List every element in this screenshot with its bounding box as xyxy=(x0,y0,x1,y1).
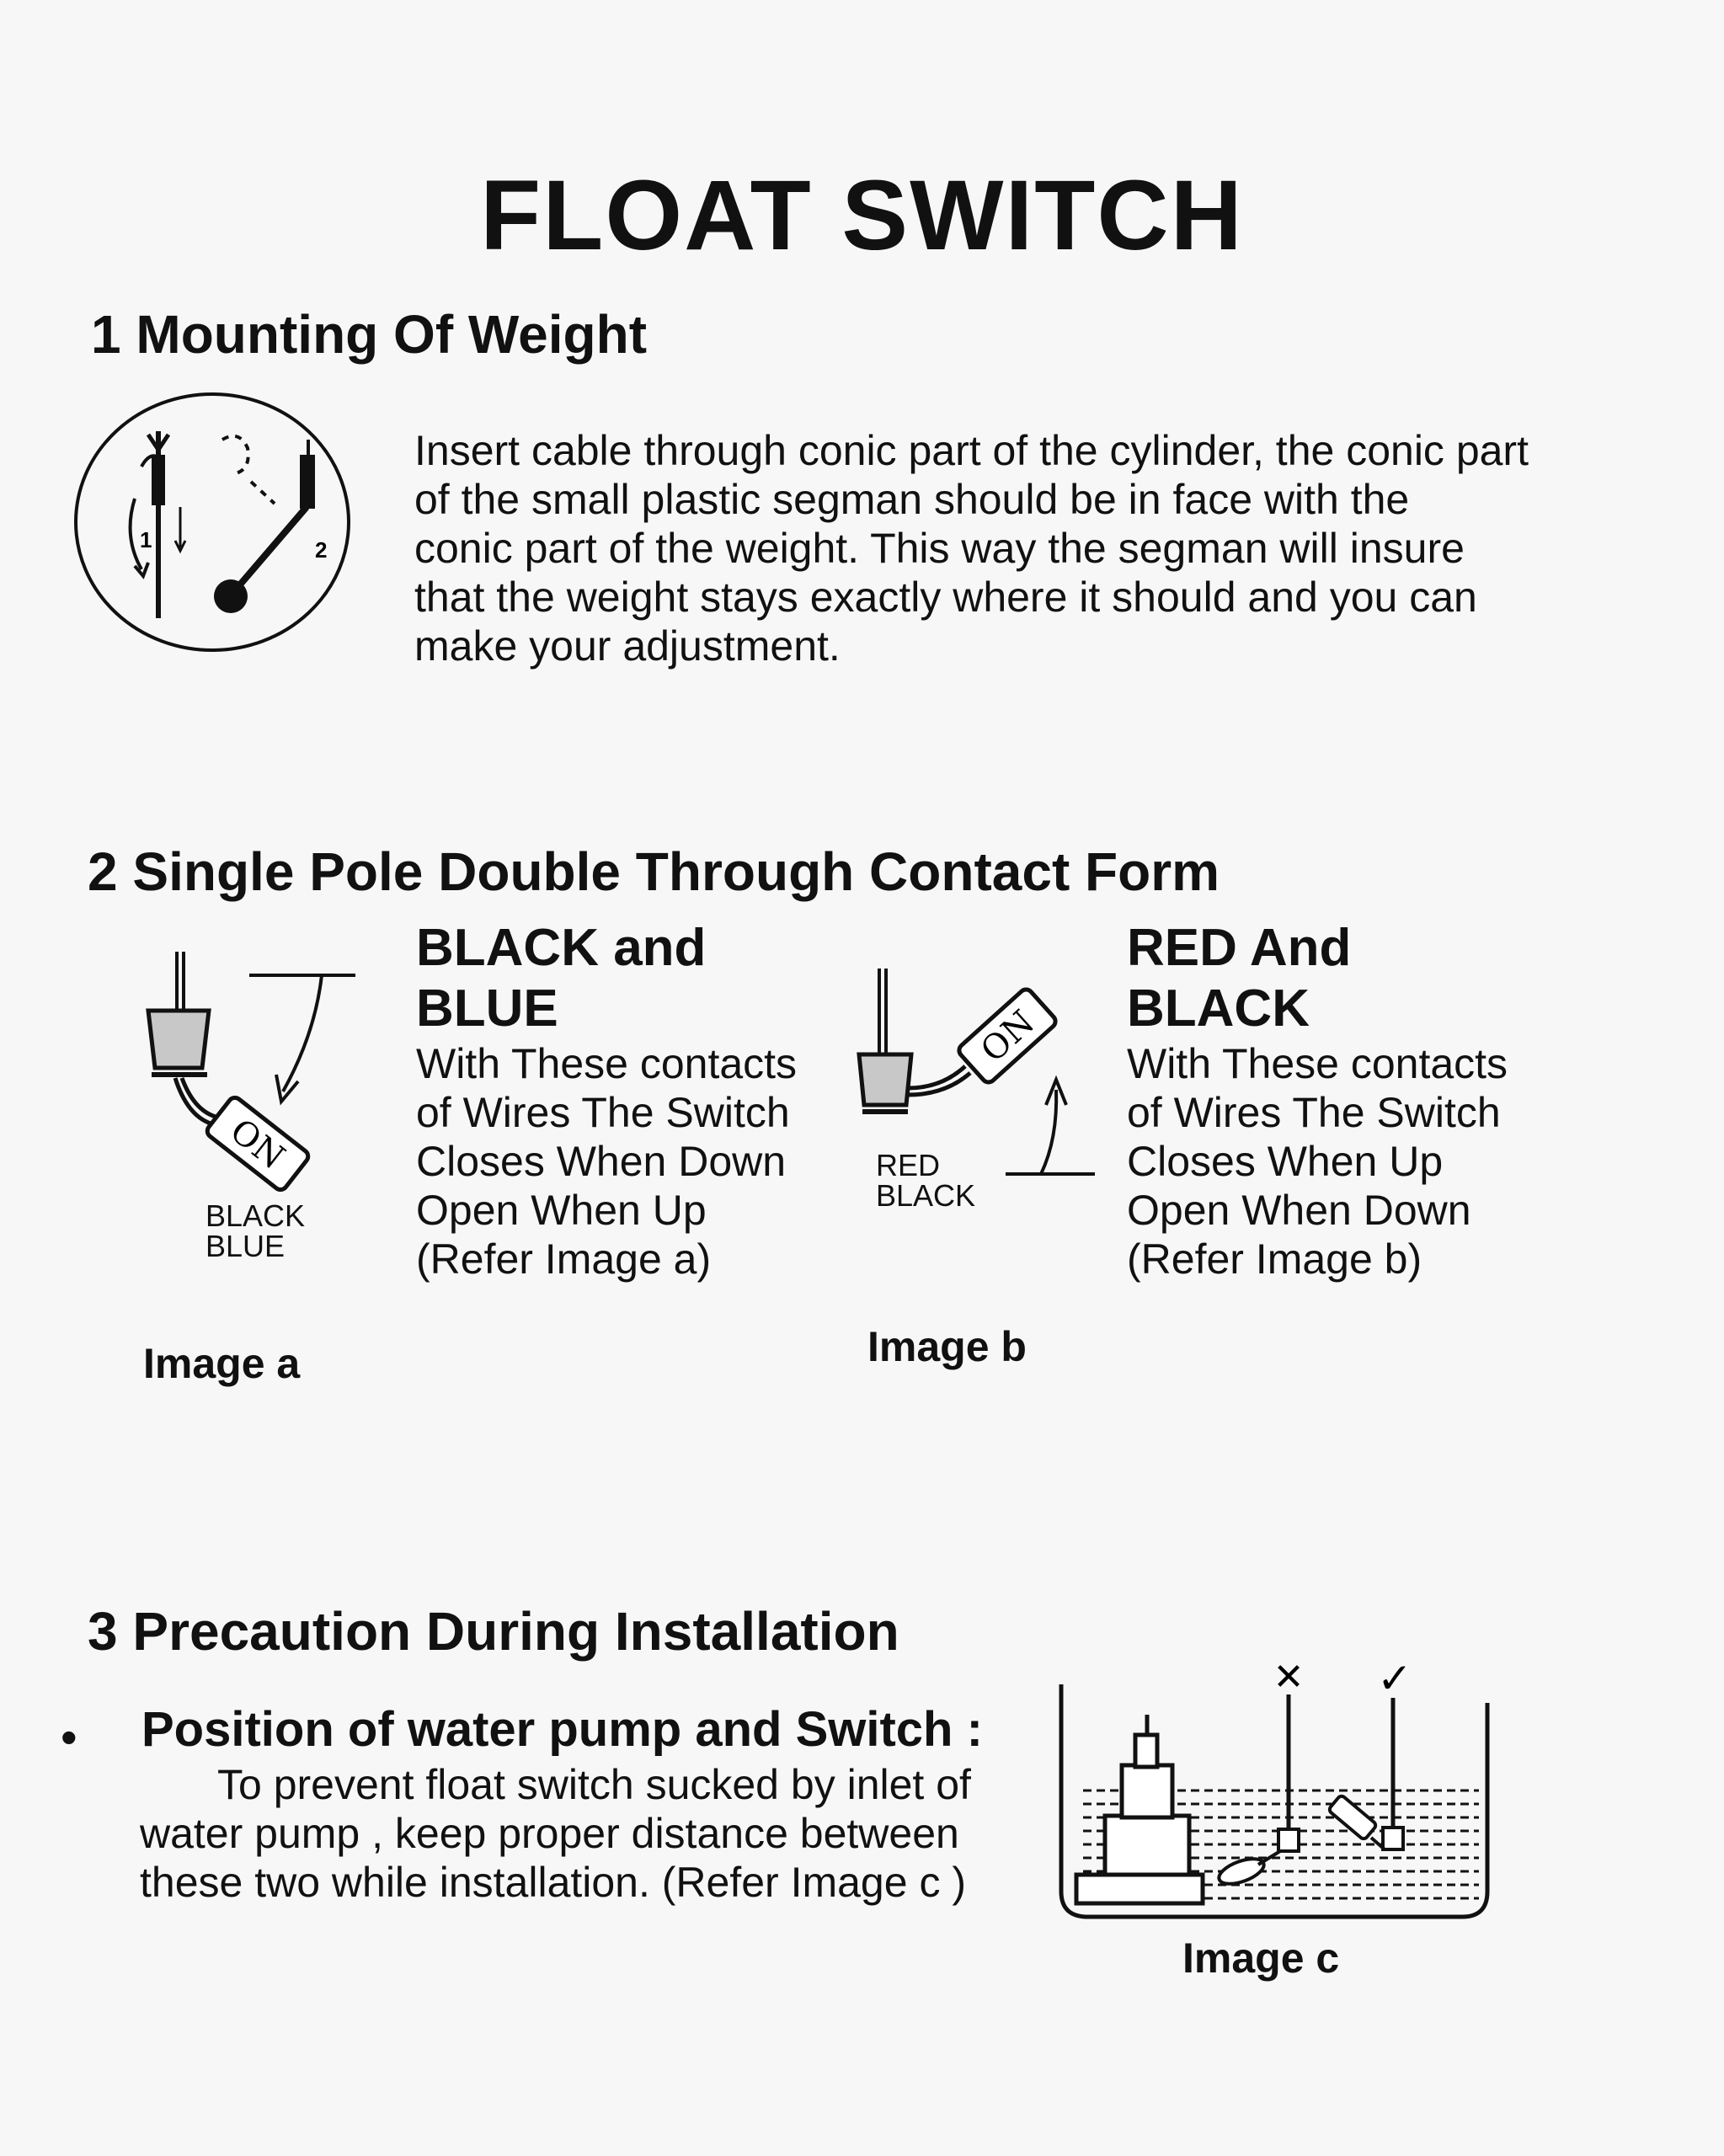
contact-description-black-blue xyxy=(416,918,854,1283)
image-a-caption: Image a xyxy=(143,1340,301,1387)
float-switch-up-illustration xyxy=(857,962,1102,1172)
image-b-caption: Image b xyxy=(867,1323,1027,1370)
wire-label-red: RED xyxy=(876,1148,941,1182)
step-1-label: 1 xyxy=(140,527,152,552)
contact-line: of Wires The Switch xyxy=(1127,1089,1501,1136)
contact-description-red-black xyxy=(1127,918,1599,1283)
instruction-line: that the weight stays exactly where it should and you can xyxy=(414,574,1477,621)
instruction-line: of the small plastic segman should be in face with the xyxy=(414,476,1410,523)
contact-heading-line: BLACK xyxy=(1127,979,1310,1038)
image-c-diagram xyxy=(1058,1654,1496,1942)
tank-pump-switch-illustration xyxy=(1058,1654,1496,1942)
contact-line: (Refer Image b) xyxy=(1127,1235,1422,1283)
contact-line: Open When Up xyxy=(416,1187,707,1234)
contact-line: Closes When Down xyxy=(416,1138,787,1185)
precaution-line: these two while installation. (Refer Image c ) xyxy=(140,1859,966,1906)
instruction-line: make your adjustment. xyxy=(414,622,841,670)
image-c-caption: Image c xyxy=(1182,1935,1340,1982)
contact-line: (Refer Image a) xyxy=(416,1235,712,1283)
right-mark-icon: ✓ xyxy=(1377,1654,1412,1703)
contact-line: of Wires The Switch xyxy=(416,1089,790,1136)
wire-label-black: BLACK xyxy=(205,1198,306,1233)
precaution-line: water pump , keep proper distance between xyxy=(140,1810,959,1857)
contact-line: Open When Down xyxy=(1127,1187,1471,1234)
image-b-diagram xyxy=(857,962,1102,1172)
page-title: FLOAT SWITCH xyxy=(480,160,1244,271)
bullet-marker: • xyxy=(61,1710,77,1764)
precaution-subheading: Position of water pump and Switch : xyxy=(141,1702,983,1757)
wrong-mark-icon: ✕ xyxy=(1273,1656,1305,1699)
step-2-label: 2 xyxy=(315,537,328,563)
image-a-wire-labels xyxy=(205,1198,306,1263)
on-label: ON xyxy=(974,1002,1043,1070)
instruction-line: Insert cable through conic part of the cylinder, the conic part xyxy=(414,427,1529,474)
contact-line: Closes When Up xyxy=(1127,1138,1444,1185)
section-heading-precaution: 3 Precaution During Installation xyxy=(88,1601,899,1662)
contact-heading-line: RED And xyxy=(1127,919,1352,977)
contact-line: With These contacts xyxy=(1127,1040,1508,1087)
on-label: ON xyxy=(222,1111,292,1177)
precaution-line: To prevent float switch sucked by inlet of xyxy=(217,1761,971,1808)
image-b-wire-labels xyxy=(876,1150,975,1211)
contact-line: With These contacts xyxy=(416,1040,798,1087)
instruction-line: conic part of the weight. This way the segman will insure xyxy=(414,525,1465,572)
precaution-instructions xyxy=(140,1760,1033,1907)
weight-mounting-illustration xyxy=(71,389,357,659)
contact-heading-line: BLUE xyxy=(416,979,558,1038)
section-heading-contact-form: 2 Single Pole Double Through Contact Form xyxy=(88,841,1220,902)
wire-label-black: BLACK xyxy=(876,1178,976,1213)
wire-label-blue: BLUE xyxy=(205,1229,286,1263)
section-heading-mounting-weight: 1 Mounting Of Weight xyxy=(91,304,648,365)
mounting-weight-diagram xyxy=(71,389,357,659)
contact-heading-line: BLACK and xyxy=(416,919,707,977)
mounting-weight-instructions xyxy=(414,426,1610,670)
